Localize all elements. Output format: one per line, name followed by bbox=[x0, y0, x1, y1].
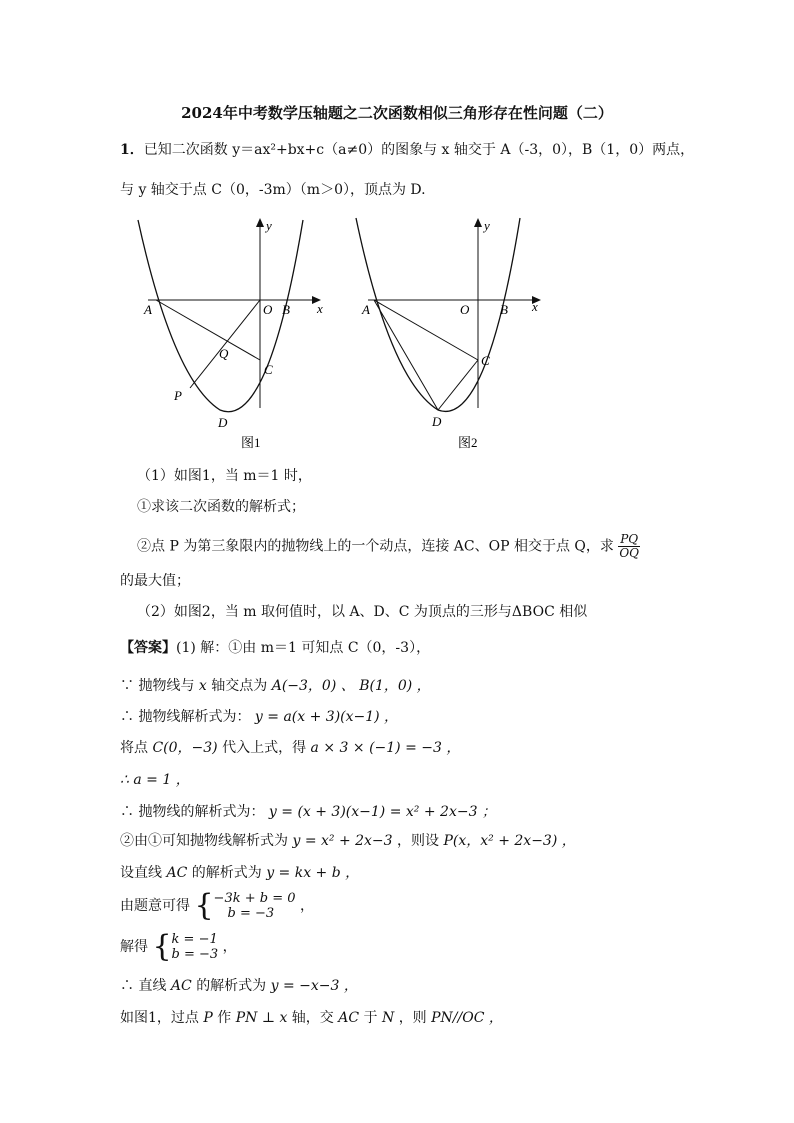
equation-system-1 bbox=[214, 891, 296, 921]
system-2-eq-2: b = −3 bbox=[171, 947, 219, 962]
answer-line-8-mid: 的解析式为 bbox=[191, 865, 262, 881]
answer-line-11 bbox=[120, 977, 358, 995]
answer-line-4-math-2: a × 3 × (−1) = −3 ， bbox=[310, 740, 461, 756]
problem-statement-line-2: 与 y 轴交于点 C（0，-3m）（m＞0），顶点为 D. bbox=[120, 182, 426, 198]
system-1-eq-2: b = −3 bbox=[227, 906, 275, 921]
fig1-caption: 图1 bbox=[241, 435, 261, 450]
fig2-label-y: y bbox=[484, 218, 490, 233]
answer-line-1-text: (1) 解：①由 m＝1 可知点 C（0，-3）， bbox=[176, 640, 431, 656]
answer-line-7-math-1: y = x² + 2x−3 bbox=[292, 833, 393, 849]
answer-line-9-suffix: ， bbox=[299, 898, 314, 914]
fig2-segment-ad bbox=[374, 300, 438, 410]
answer-label: 【答案】 bbox=[120, 640, 176, 656]
answer-line-1 bbox=[120, 639, 430, 657]
answer-line-2-prefix: ∵ 抛物线与 bbox=[120, 678, 195, 694]
answer-line-12-parallel: PN//OC ， bbox=[431, 1010, 503, 1026]
fig2-segment-dc bbox=[438, 360, 478, 410]
answer-line-7-mid: ，则设 bbox=[397, 833, 440, 849]
answer-line-12-prefix: 如图1，过点 bbox=[120, 1010, 199, 1026]
answer-line-7-prefix: ②由①可知抛物线解析式为 bbox=[120, 833, 288, 849]
answer-line-2-mid: 轴交点为 bbox=[211, 678, 268, 694]
fig1-label-q: Q bbox=[219, 346, 229, 361]
answer-line-3 bbox=[120, 708, 398, 726]
left-brace-icon: { bbox=[152, 929, 172, 964]
fig1-label-o: O bbox=[263, 302, 273, 317]
part-2: （2）如图2，当 m 取何值时，以 A、D、C 为顶点的三形与ΔBOC 相似 bbox=[137, 604, 588, 620]
fig1-label-p: P bbox=[174, 388, 182, 403]
answer-line-9-prefix: 由题意可得 bbox=[120, 898, 190, 914]
answer-line-6-prefix: ∴ 抛物线的解析式为： bbox=[120, 804, 265, 820]
part-1-sub-2-text: ②点 P 为第三象限内的抛物线上的一个动点，连接 AC、OP 相交于点 Q，求 bbox=[137, 538, 614, 555]
answer-line-5: ∴ a = 1 ， bbox=[120, 772, 190, 788]
answer-line-4 bbox=[120, 739, 460, 757]
document-title: 2024年中考数学压轴题之二次函数相似三角形存在性问题（二） bbox=[181, 104, 613, 122]
fraction-numerator: PQ bbox=[620, 532, 639, 546]
figure-1 bbox=[128, 210, 338, 455]
fraction-denominator: OQ bbox=[619, 546, 640, 560]
fig2-label-o: O bbox=[460, 302, 470, 317]
answer-line-10-prefix: 解得 bbox=[120, 939, 148, 955]
answer-line-2-math: A(−3，0) 、 B(1，0) ， bbox=[271, 678, 431, 694]
part-1: （1）如图1，当 m＝1 时， bbox=[137, 468, 312, 484]
answer-line-8 bbox=[120, 864, 359, 882]
answer-line-4-mid: 代入上式，得 bbox=[222, 740, 307, 756]
answer-line-7 bbox=[120, 832, 576, 850]
fig2-caption: 图2 bbox=[458, 435, 478, 450]
answer-line-12-ac: AC bbox=[338, 1010, 360, 1026]
answer-line-4-math-1: C(0，−3) bbox=[152, 740, 218, 756]
fig2-label-d: D bbox=[432, 414, 442, 429]
answer-line-11-prefix: ∴ 直线 bbox=[120, 978, 167, 994]
answer-line-12-t2: 轴，交 bbox=[291, 1010, 334, 1026]
figure-2 bbox=[348, 210, 558, 455]
fig1-label-x: x bbox=[317, 301, 323, 316]
problem-text-1: 已知二次函数 y＝ax²+bx+c（a≠0）的图象与 x 轴交于 A（-3，0），B（1，0）两点， bbox=[143, 142, 695, 158]
fig1-label-a: A bbox=[144, 302, 152, 317]
fig1-label-b: B bbox=[282, 302, 290, 317]
answer-line-12-p: P bbox=[203, 1010, 213, 1026]
fig2-y-axis-arrow bbox=[474, 218, 482, 227]
answer-line-11-ac: AC bbox=[170, 978, 192, 994]
system-2-eq-1: k = −1 bbox=[171, 932, 218, 947]
part-1-sub-2 bbox=[137, 533, 640, 560]
answer-line-12 bbox=[120, 1009, 503, 1027]
fraction-pq-oq bbox=[618, 533, 640, 560]
system-1-eq-1: −3k + b = 0 bbox=[213, 891, 296, 906]
answer-line-10-suffix: ， bbox=[222, 939, 237, 955]
answer-line-2 bbox=[120, 677, 431, 695]
answer-line-9 bbox=[120, 890, 314, 922]
answer-line-6 bbox=[120, 803, 496, 821]
answer-line-12-t3: 于 bbox=[363, 1010, 378, 1026]
fig1-label-y: y bbox=[266, 218, 272, 233]
answer-line-7-math-2: P(x，x² + 2x−3) ， bbox=[443, 833, 576, 849]
answer-line-11-mid: 的解析式为 bbox=[196, 978, 267, 994]
part-1-sub-1: ①求该二次函数的解析式； bbox=[137, 499, 305, 515]
answer-line-12-t4: ，则 bbox=[398, 1010, 427, 1026]
left-brace-icon: { bbox=[194, 888, 214, 923]
answer-line-3-prefix: ∴ 抛物线解析式为： bbox=[120, 709, 251, 725]
answer-line-6-math: y = (x + 3)(x−1) = x² + 2x−3 ； bbox=[268, 804, 496, 820]
answer-line-3-math: y = a(x + 3)(x−1) ， bbox=[254, 709, 399, 725]
answer-line-4-prefix: 将点 bbox=[120, 740, 148, 756]
part-1-sub-2-end: 的最大值； bbox=[120, 573, 190, 589]
fig1-segment-op bbox=[190, 300, 260, 388]
answer-line-11-math: y = −x−3 ， bbox=[270, 978, 358, 994]
answer-line-8-ac: AC bbox=[166, 865, 188, 881]
answer-line-8-prefix: 设直线 bbox=[120, 865, 162, 881]
answer-line-12-pn: PN ⊥ x bbox=[235, 1010, 288, 1026]
fig2-label-x: x bbox=[532, 299, 538, 314]
answer-line-2-x: x bbox=[198, 678, 207, 694]
fig2-label-a: A bbox=[362, 302, 370, 317]
fig1-label-c: C bbox=[264, 362, 273, 377]
answer-line-12-t1: 作 bbox=[217, 1010, 232, 1026]
fig1-label-d: D bbox=[218, 415, 228, 430]
answer-line-8-math: y = kx + b ， bbox=[266, 865, 360, 881]
problem-statement-line-1 bbox=[120, 141, 694, 159]
fig1-segment-ac bbox=[156, 300, 260, 360]
fig2-parabola bbox=[356, 218, 520, 411]
equation-system-2 bbox=[172, 932, 219, 962]
answer-line-10 bbox=[120, 931, 237, 963]
problem-number: 1． bbox=[120, 142, 144, 158]
answer-line-12-n: N bbox=[381, 1010, 395, 1026]
fig2-label-b: B bbox=[500, 302, 508, 317]
fig1-y-axis-arrow bbox=[256, 218, 264, 227]
fig1-parabola bbox=[138, 220, 303, 412]
fig2-label-c: C bbox=[481, 353, 490, 368]
